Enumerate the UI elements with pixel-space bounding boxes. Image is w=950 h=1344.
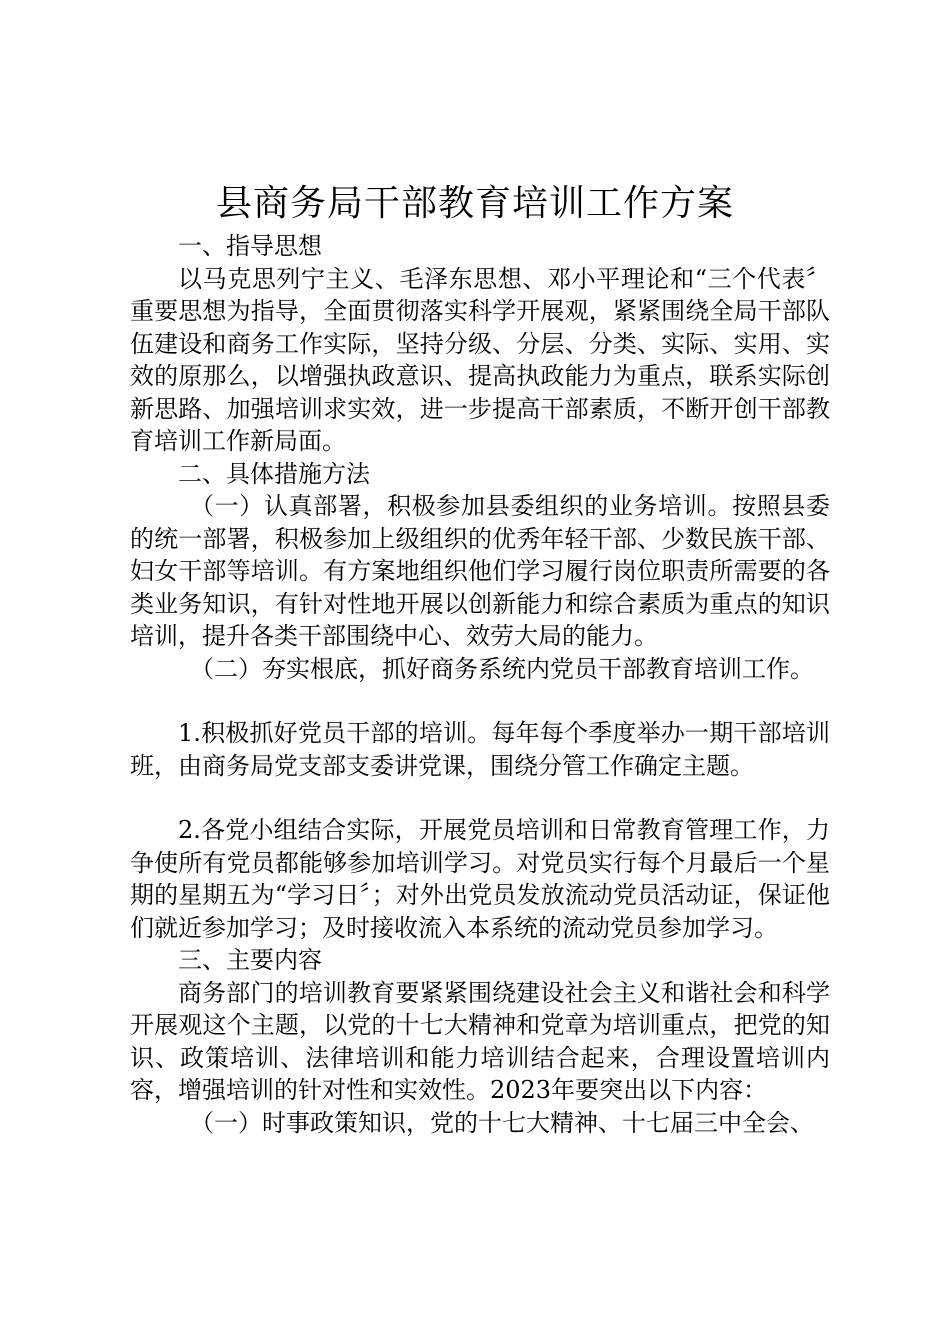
paragraph-content-1: （一）时事政策知识，党的十七大精神、十七届三中全会、 — [190, 1108, 814, 1137]
section-heading-measures: 二、具体措施方法 — [178, 459, 370, 488]
section-heading-guiding-ideology: 一、指导思想 — [178, 232, 322, 260]
paragraph-item-1: 1.积极抓好党员干部的培训。每年每个季度举办一期干部培训班，由商务局党支部支委讲党课，围绕分管工作确定主题。 — [130, 719, 830, 780]
paragraph-measure-2: （二）夯实根底，抓好商务系统内党员干部教育培训工作。 — [190, 654, 814, 683]
paragraph-guiding-ideology: 以马克思列宁主义、毛泽东思想、邓小平理论和“三个代表〞重要思想为指导，全面贯彻落实科学开展观，紧紧围绕全局干部队伍建设和商务工作实际，坚持分级、分层、分类、实际、实用、实效的原那么，以增强执政意识、提高执政能力为重点，联系实际创新思路、加强培训求实效，进一步提高干部素质，不断开创干部教育培训工作新局面。 — [130, 264, 830, 455]
document-title: 县商务局干部教育培训工作方案 — [215, 183, 734, 224]
paragraph-item-2: 2.各党小组结合实际，开展党员培训和日常教育管理工作，力争使所有党员都能够参加培训学习。对党员实行每个月最后一个星期的星期五为“学习日〞；对外出党员发放流动党员活动证，保证他们就近参加学习；及时接收流入本系统的流动党员参加学习。 — [130, 816, 830, 942]
paragraph-main-content: 商务部门的培训教育要紧紧围绕建设社会主义和谐社会和科学开展观这个主题，以党的十七大精神和党章为培训重点，把党的知识、政策培训、法律培训和能力培训结合起来，合理设置培训内容，增强培训的针对性和实效性。2023年要突出以下内容： — [130, 978, 830, 1104]
document-body — [130, 230, 830, 1139]
section-heading-main-content: 三、主要内容 — [178, 946, 322, 974]
paragraph-measure-1: （一）认真部署，积极参加县委组织的业务培训。按照县委的统一部署，积极参加上级组织的优秀年轻干部、少数民族干部、妇女干部等培训。有方案地组织他们学习履行岗位职责所需要的各类业务知识，有针对性地开展以创新能力和综合素质为重点的知识培训，提升各类干部围绕中心、效劳大局的能力。 — [130, 492, 830, 650]
